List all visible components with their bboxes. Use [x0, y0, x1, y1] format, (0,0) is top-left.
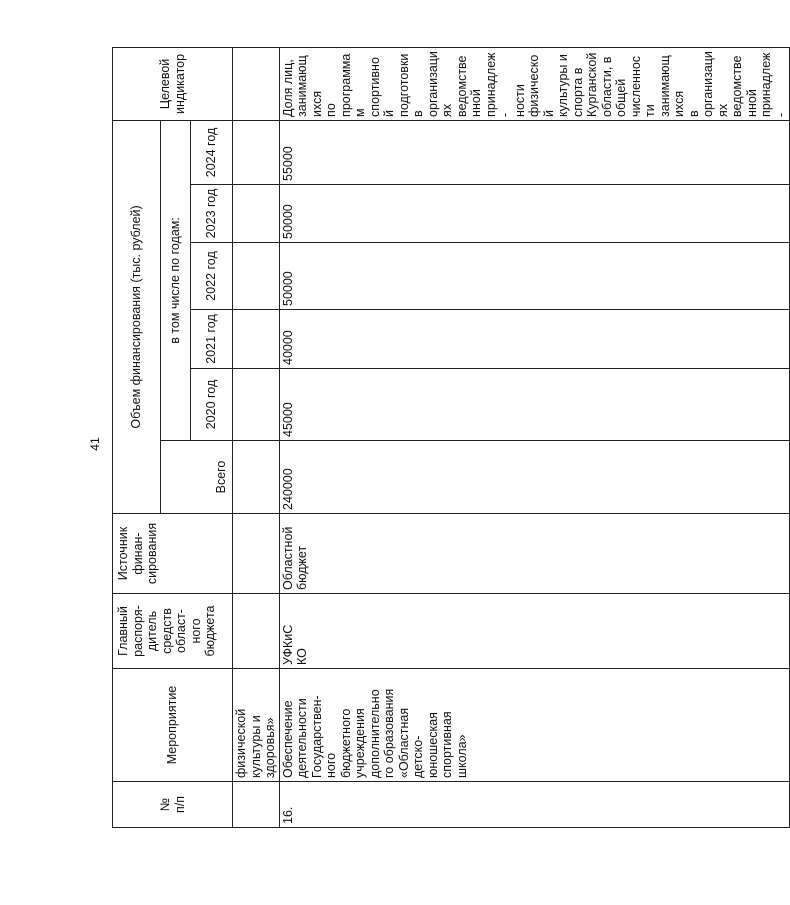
cont-2023 [233, 185, 280, 243]
header-year-2022: 2022 год [191, 243, 233, 310]
row16-2022: 50000 [279, 243, 790, 310]
row16-source: Областной бюджет [279, 514, 790, 594]
header-event: Мероприятие [113, 669, 233, 782]
cont-indicator [233, 47, 280, 120]
cont-source [233, 514, 280, 594]
row16-2024: 55000 [279, 120, 790, 184]
rotated-table-page [112, 48, 788, 828]
header-source: Источник финан- сирования [113, 514, 233, 594]
header-year-2023: 2023 год [191, 185, 233, 243]
header-distributor: Главный распоря- дитель средств област- ного бюджета [113, 594, 233, 669]
header-indicator: Целевой индикатор [113, 47, 233, 120]
row16-2020: 45000 [279, 369, 790, 441]
table-row-16 [279, 47, 790, 827]
header-total: Всего [161, 441, 233, 514]
table-row-continuation [233, 47, 280, 827]
row16-event: Обеспечение деятельности Государствен- ного бюджетного учреждения дополнительно го образования «Областная детско- юношеская спортивная школа» [279, 669, 790, 782]
header-year-2021: 2021 год [191, 310, 233, 369]
cont-2021 [233, 310, 280, 369]
row16-indicator: Доля лиц, занимающихся по программам спортивной подготовки в организациях ведомственной принадлеж- ности физической культуры и спорта в Курганской области, в общей численности занимающихся в организациях ведомственной принадлеж- [279, 47, 790, 120]
cont-2022 [233, 243, 280, 310]
page-number: 41 [88, 437, 102, 451]
row16-distributor: УФКиС КО [279, 594, 790, 669]
row16-2021: 40000 [279, 310, 790, 369]
header-year-2024: 2024 год [191, 120, 233, 184]
row16-num: 16. [279, 782, 790, 828]
header-num: № п/п [113, 782, 233, 828]
cont-num [233, 782, 280, 828]
financing-table [112, 47, 790, 828]
cont-2020 [233, 369, 280, 441]
header-by-years: в том числе по годам: [161, 120, 191, 440]
cont-total [233, 441, 280, 514]
header-row-1 [113, 47, 161, 827]
cont-event: физической культуры и здоровья» [233, 669, 280, 782]
row16-total: 240000 [279, 441, 790, 514]
cont-2024 [233, 120, 280, 184]
header-financing: Объем финансирования (тыс. рублей) [113, 120, 161, 513]
cont-distributor [233, 594, 280, 669]
row16-2023: 50000 [279, 185, 790, 243]
header-year-2020: 2020 год [191, 369, 233, 441]
